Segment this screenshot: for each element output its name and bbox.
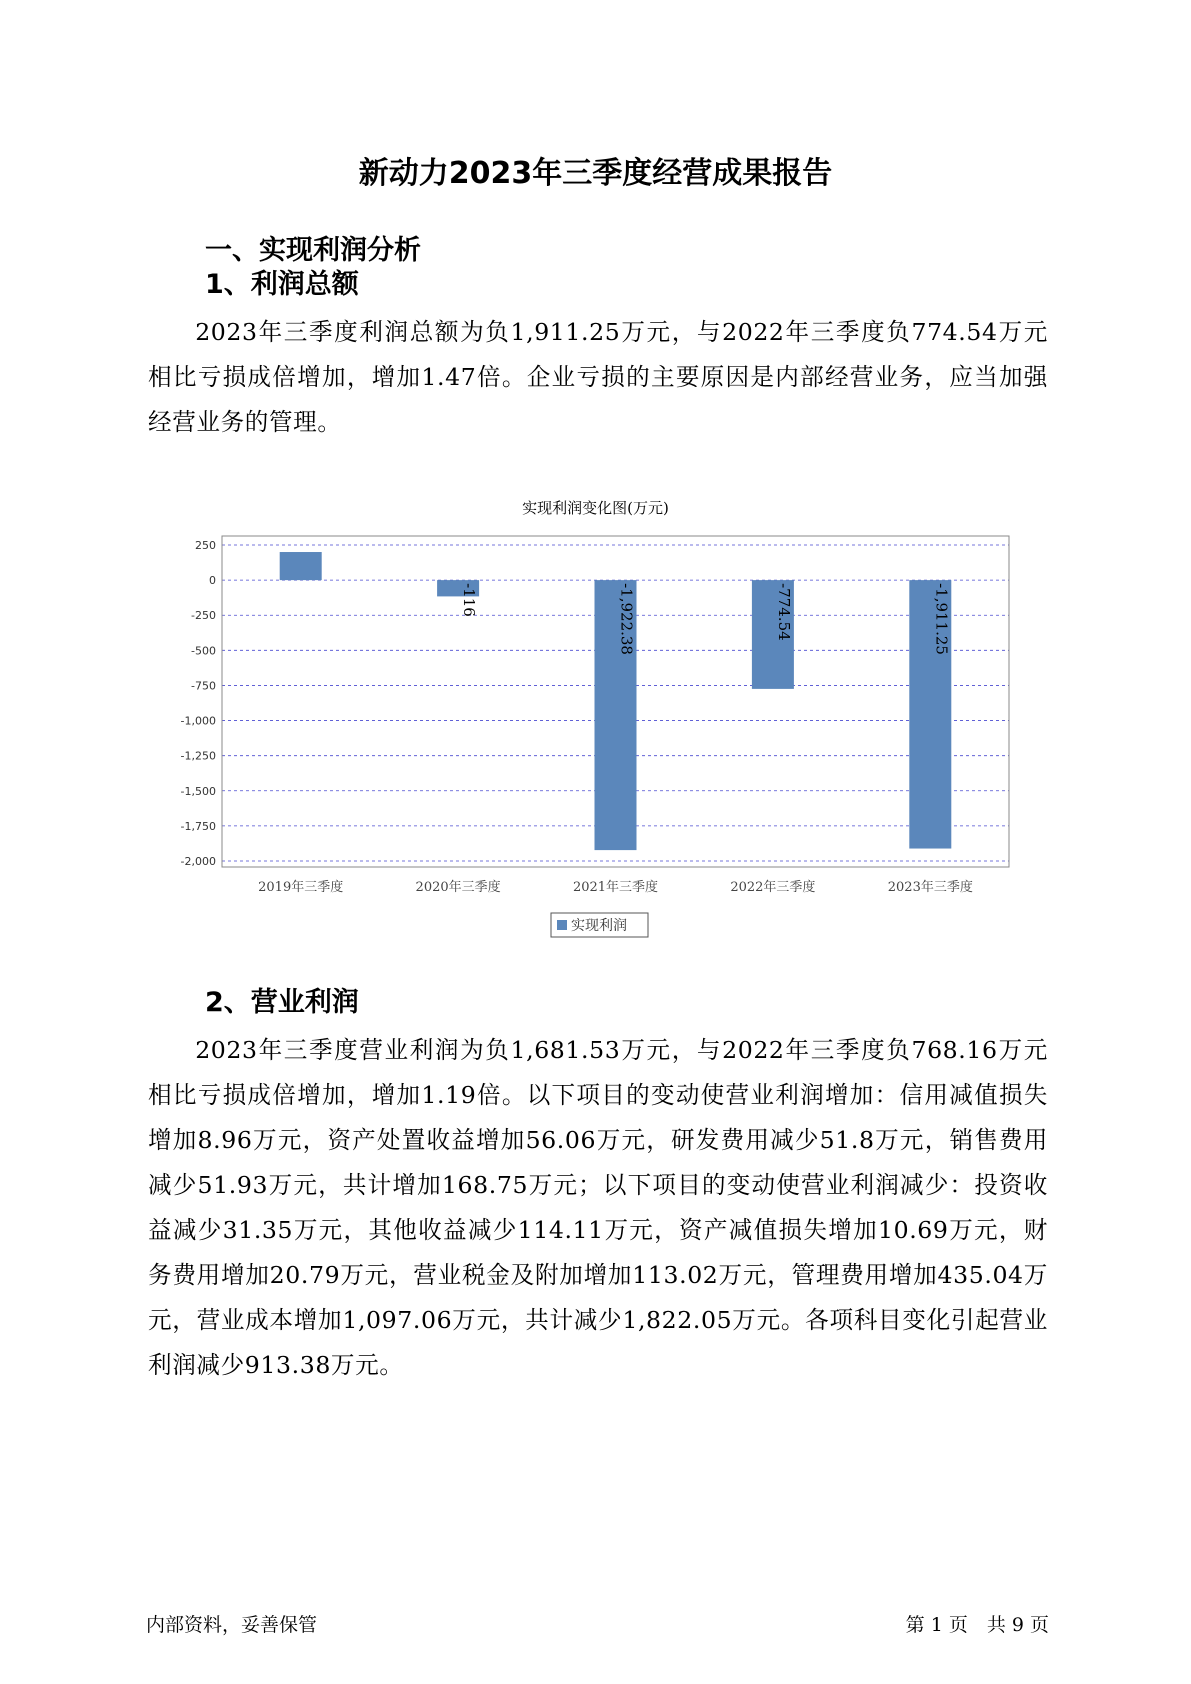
data-label: -1,911.25 bbox=[932, 583, 951, 655]
y-tick-label: -1,250 bbox=[180, 749, 216, 763]
data-label: -1,922.38 bbox=[617, 583, 636, 655]
data-label: -774.54 bbox=[774, 583, 793, 641]
legend-swatch bbox=[557, 920, 567, 930]
x-tick-label: 2021年三季度 bbox=[572, 880, 659, 895]
y-tick-label: -1,750 bbox=[180, 819, 216, 833]
subheading-operating-profit: 2、营业利润 bbox=[205, 987, 359, 1018]
y-tick-label: -1,500 bbox=[180, 784, 216, 798]
chart-title: 实现利润变化图(万元) bbox=[522, 499, 669, 517]
operating-profit-paragraph: 2023年三季度营业利润为负1,681.53万元，与2022年三季度负768.16万元相比亏损成倍增加，增加1.19倍。以下项目的变动使营业利润增加：信用减值损失增加8.96万元，资产处置收益增加56.06万元，研发费用减少51.8万元，销售费用减少51.93万元，共计增加168.75万元；以下项目的变动使营业利润减少：投资收益减少31.35万元，其他收益减少114.11万元，资产减值损失增加10.69万元，财务费用增加20.79万元，营业税金及附加增加113.02万元，管理费用增加435.04万元，营业成本增加1,097.06万元，共计减少1,822.05万元。各项科目变化引起营业利润减少913.38万元。 bbox=[148, 1036, 1048, 1379]
section-heading-profit-analysis: 一、实现利润分析 bbox=[205, 235, 421, 266]
x-tick-label: 2019年三季度 bbox=[258, 880, 344, 895]
subheading-total-profit: 1、利润总额 bbox=[205, 269, 359, 300]
data-label: -116 bbox=[460, 583, 479, 617]
y-tick-label: -750 bbox=[191, 679, 216, 693]
x-tick-label: 2023年三季度 bbox=[887, 880, 973, 895]
y-tick-label: 250 bbox=[195, 539, 216, 552]
y-tick-label: 0 bbox=[209, 574, 216, 588]
x-tick-label: 2022年三季度 bbox=[730, 880, 816, 895]
y-tick-label: -1,000 bbox=[180, 714, 216, 728]
page-title: 新动力2023年三季度经营成果报告 bbox=[358, 156, 833, 191]
y-tick-label: -2,000 bbox=[180, 855, 216, 868]
footer-confidential-note: 内部资料，妥善保管 bbox=[146, 1614, 318, 1636]
footer-page-number: 第 1 页 共 9 页 bbox=[905, 1614, 1049, 1636]
y-tick-label: -250 bbox=[191, 609, 216, 623]
bar bbox=[280, 552, 322, 580]
total-profit-paragraph: 2023年三季度利润总额为负1,911.25万元，与2022年三季度负774.54万元相比亏损成倍增加，增加1.47倍。企业亏损的主要原因是内部经营业务，应当加强经营业务的管理。 bbox=[148, 318, 1048, 436]
chart-legend bbox=[551, 913, 648, 937]
x-tick-label: 2020年三季度 bbox=[415, 880, 501, 895]
legend-label: 实现利润 bbox=[571, 918, 627, 934]
y-tick-label: -500 bbox=[191, 644, 216, 658]
